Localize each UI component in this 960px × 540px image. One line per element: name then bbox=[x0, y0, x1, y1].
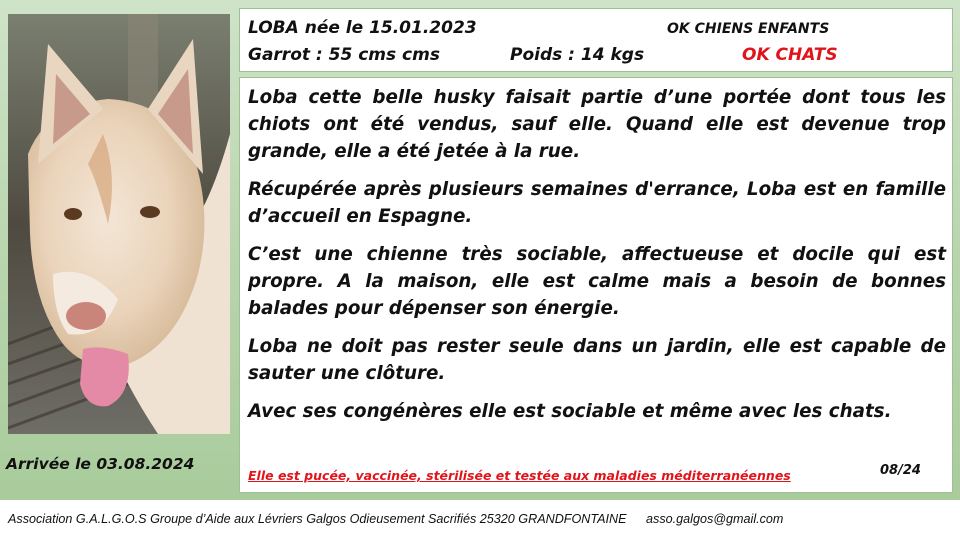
info-header bbox=[239, 8, 953, 72]
paragraph: Loba ne doit pas rester seule dans un jardin, elle est capable de sauter une clôture. bbox=[248, 336, 946, 384]
health-note: Elle est pucée, vaccinée, stérilisée et testée aux maladies méditerranéennes bbox=[248, 468, 791, 483]
withers-height: Garrot : 55 cms cms bbox=[248, 45, 440, 65]
footer bbox=[8, 512, 799, 526]
dog-photo bbox=[8, 14, 230, 434]
description-box bbox=[239, 77, 953, 493]
ok-cats: OK CHATS bbox=[742, 45, 838, 65]
association-info: Association G.A.L.G.O.S Groupe d’Aide aux Lévriers Galgos Odieusement Sacrifiés 25320 GRANDFONTAINE bbox=[8, 512, 627, 526]
paragraph: C’est une chienne très sociable, affectueuse et docile qui est propre. A la maison, elle est calme mais a besoin de bonnes balades pour dépenser son énergie. bbox=[248, 244, 946, 319]
contact-email: asso.galgos@gmail.com bbox=[646, 512, 784, 526]
page-number: 08/24 bbox=[880, 463, 921, 478]
ok-dogs-children: OK CHIENS ENFANTS bbox=[667, 21, 830, 37]
paragraph: Récupérée après plusieurs semaines d'errance, Loba est en famille d’accueil en Espagne. bbox=[248, 179, 946, 227]
paragraph: Loba cette belle husky faisait partie d’une portée dont tous les chiots ont été vendus, sauf elle. Quand elle est devenue trop grande, elle a été jetée à la rue. bbox=[248, 87, 946, 162]
description-text bbox=[248, 84, 946, 436]
arrival-date: Arrivée le 03.08.2024 bbox=[6, 455, 195, 473]
paragraph: Avec ses congénères elle est sociable et même avec les chats. bbox=[248, 401, 892, 422]
name-birth-date: LOBA née le 15.01.2023 bbox=[248, 18, 477, 38]
weight: Poids : 14 kgs bbox=[510, 45, 645, 65]
